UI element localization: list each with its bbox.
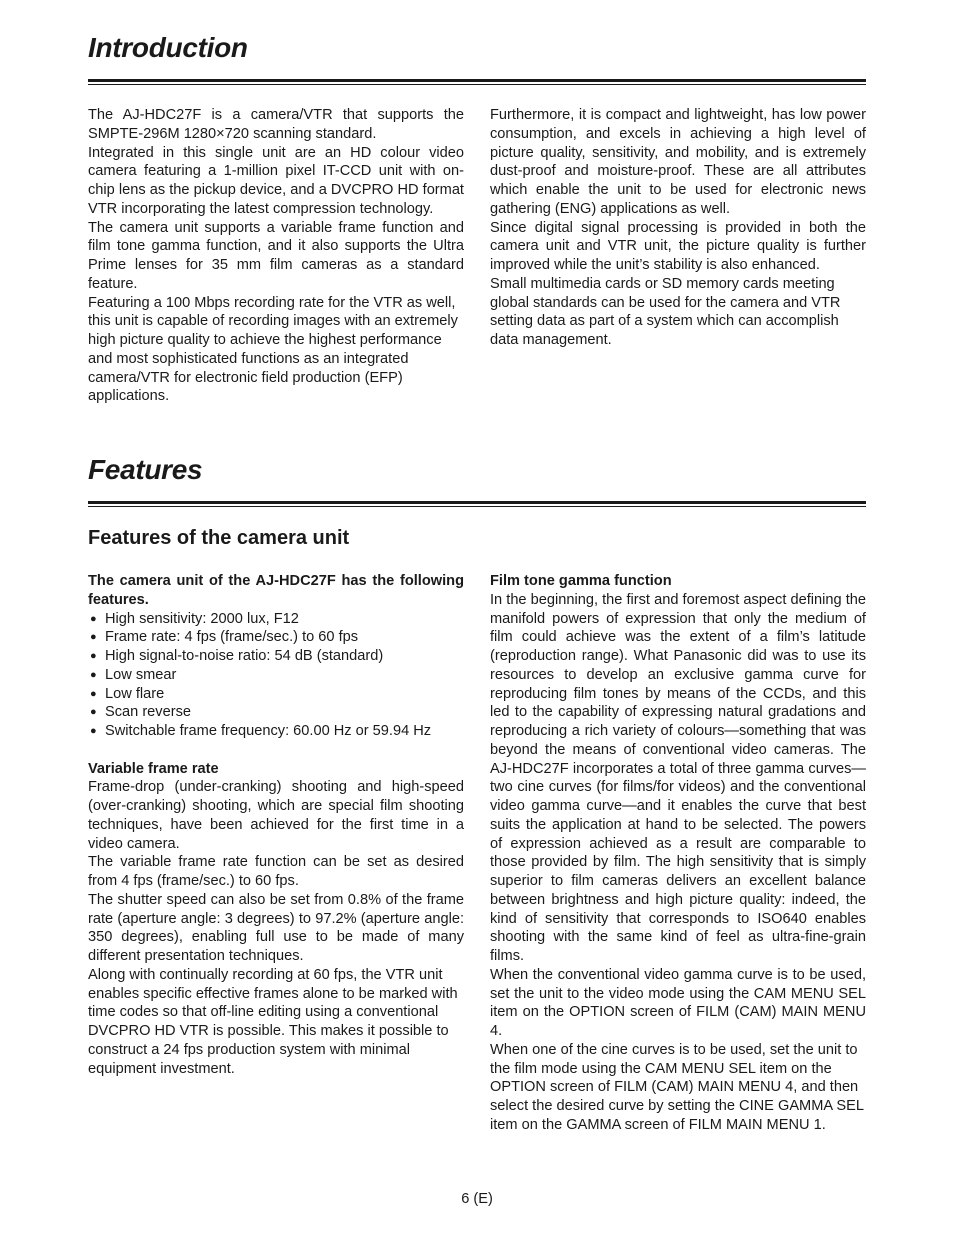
feature-bullet: ● Low smear [88,666,464,685]
introduction-left-column [88,106,464,406]
vfr-paragraph-2: The variable frame rate function can be set as desired from 4 fps (frame/sec.) to 60 fps. [88,854,464,889]
features-lead: The camera unit of the AJ-HDC27F has the following features. [88,573,464,608]
intro-paragraph-6: Since digital signal processing is provided in both the camera unit and VTR unit, the picture quality is further improved while the unit’s stability is also enhanced. [490,219,866,273]
features-subtitle: Features of the camera unit [88,527,350,549]
features-rule [88,501,866,507]
intro-paragraph-7: Small multimedia cards or SD memory cards meeting global standards can be used for the camera and VTR setting data as part of a system which can accomplish data management. [490,275,841,348]
introduction-rule [88,79,866,85]
features-right-column [490,572,866,1135]
intro-paragraph-2: Integrated in this single unit are an HD colour video camera featuring a 1-million pixel IT-CCD unit with on-chip lens as the pickup device, and a DVCPRO HD format VTR incorporating the latest compression technology. [88,144,464,217]
intro-paragraph-4: Featuring a 100 Mbps recording rate for the VTR as well, this unit is capable of recording images with an extremely high picture quality to achieve the highest performance and most sophisticated functions as an integrated camera/VTR for electronic field production (EFP) applications. [88,294,458,405]
feature-bullet: ● Frame rate: 4 fps (frame/sec.) to 60 fps [88,628,464,647]
features-left-column [88,572,464,1078]
page-number: 6 (E) [461,1191,493,1207]
feature-bullet: ● Scan reverse [88,703,464,722]
spacer [88,741,464,760]
intro-paragraph-3: The camera unit supports a variable frame function and film tone gamma function, and it also supports the Ultra Prime lenses for 35 mm film cameras as a standard feature. [88,219,464,292]
feature-bullet-list [88,610,464,741]
feature-bullet: ● Switchable frame frequency: 60.00 Hz or 59.94 Hz [88,722,464,741]
ftg-paragraph-3: When one of the cine curves is to be used, set the unit to the film mode using the CAM MENU SEL item on the OPTION screen of FILM (CAM) MAIN MENU 4, and then select the desired curve by setting the CINE GAMMA SEL item on the GAMMA screen of FILM MAIN MENU 1. [490,1041,864,1133]
introduction-right-column [490,106,866,350]
introduction-title: Introduction [88,32,248,63]
variable-frame-rate-heading: Variable frame rate [88,760,219,777]
features-title: Features [88,454,203,485]
ftg-paragraph-2: When the conventional video gamma curve is to be used, set the unit to the video mode using the CAM MENU SEL item on the OPTION screen of FILM (CAM) MAIN MENU 4. [490,966,866,1039]
intro-paragraph-1: The AJ-HDC27F is a camera/VTR that supports the SMPTE-296M 1280×720 scanning standard. [88,107,464,142]
vfr-paragraph-3: The shutter speed can also be set from 0.8% of the frame rate (aperture angle: 3 degrees) to 97.2% (aperture angle: 350 degrees), enabling full use to be made of many different presentation techniques. [88,891,464,964]
vfr-paragraph-1: Frame-drop (under-cranking) shooting and high-speed (over-cranking) shooting, which are special film shooting techniques, have been achieved for the first time in a video camera. [88,779,464,852]
vfr-paragraph-4: Along with continually recording at 60 fps, the VTR unit enables specific effective frames alone to be marked with time codes so that off-line editing using a conventional DVCPRO HD VTR is possible. This makes it possible to construct a 24 fps production system with minimal equipment investment. [88,966,458,1077]
feature-bullet: ● Low flare [88,685,464,704]
feature-bullet: ● High signal-to-noise ratio: 54 dB (standard) [88,647,464,666]
ftg-paragraph-1: In the beginning, the first and foremost aspect defining the manifold powers of expression that only the medium of film could achieve was the extent of a film’s latitude (reproduction range). What Panasonic did was to use its resources to develop an exclusive gamma curve for reproducing film tones by means of the CCDs, and this led to the capability of expressing natural gradations and reproducing a rich variety of colours—something that was beyond the means of conventional video cameras. The AJ-HDC27F incorporates a total of three gamma curves—two cine curves (for films/for videos) and the conventional video gamma curve—and it enables the curve that best suits the application at hand to be selected. The powers of expression achieved as a result are comparable to those provided by film. The high sensitivity that is simply superior to film cameras delivers an excellent balance between brightness and high picture quality: indeed, the kind of sensitivity that corresponds to ISO640 enables shooting with the same kind of feel as ultra-fine-grain films. [490,591,866,964]
feature-bullet: ● High sensitivity: 2000 lux, F12 [88,610,464,629]
film-tone-gamma-heading: Film tone gamma function [490,573,672,589]
intro-paragraph-5: Furthermore, it is compact and lightweight, has low power consumption, and excels in achieving a high level of picture quality, sensitivity, and mobility, and is extremely dust-proof and moisture-proof. These are all attributes which enable the unit to be used for electronic news gathering (ENG) applications as well. [490,107,866,217]
